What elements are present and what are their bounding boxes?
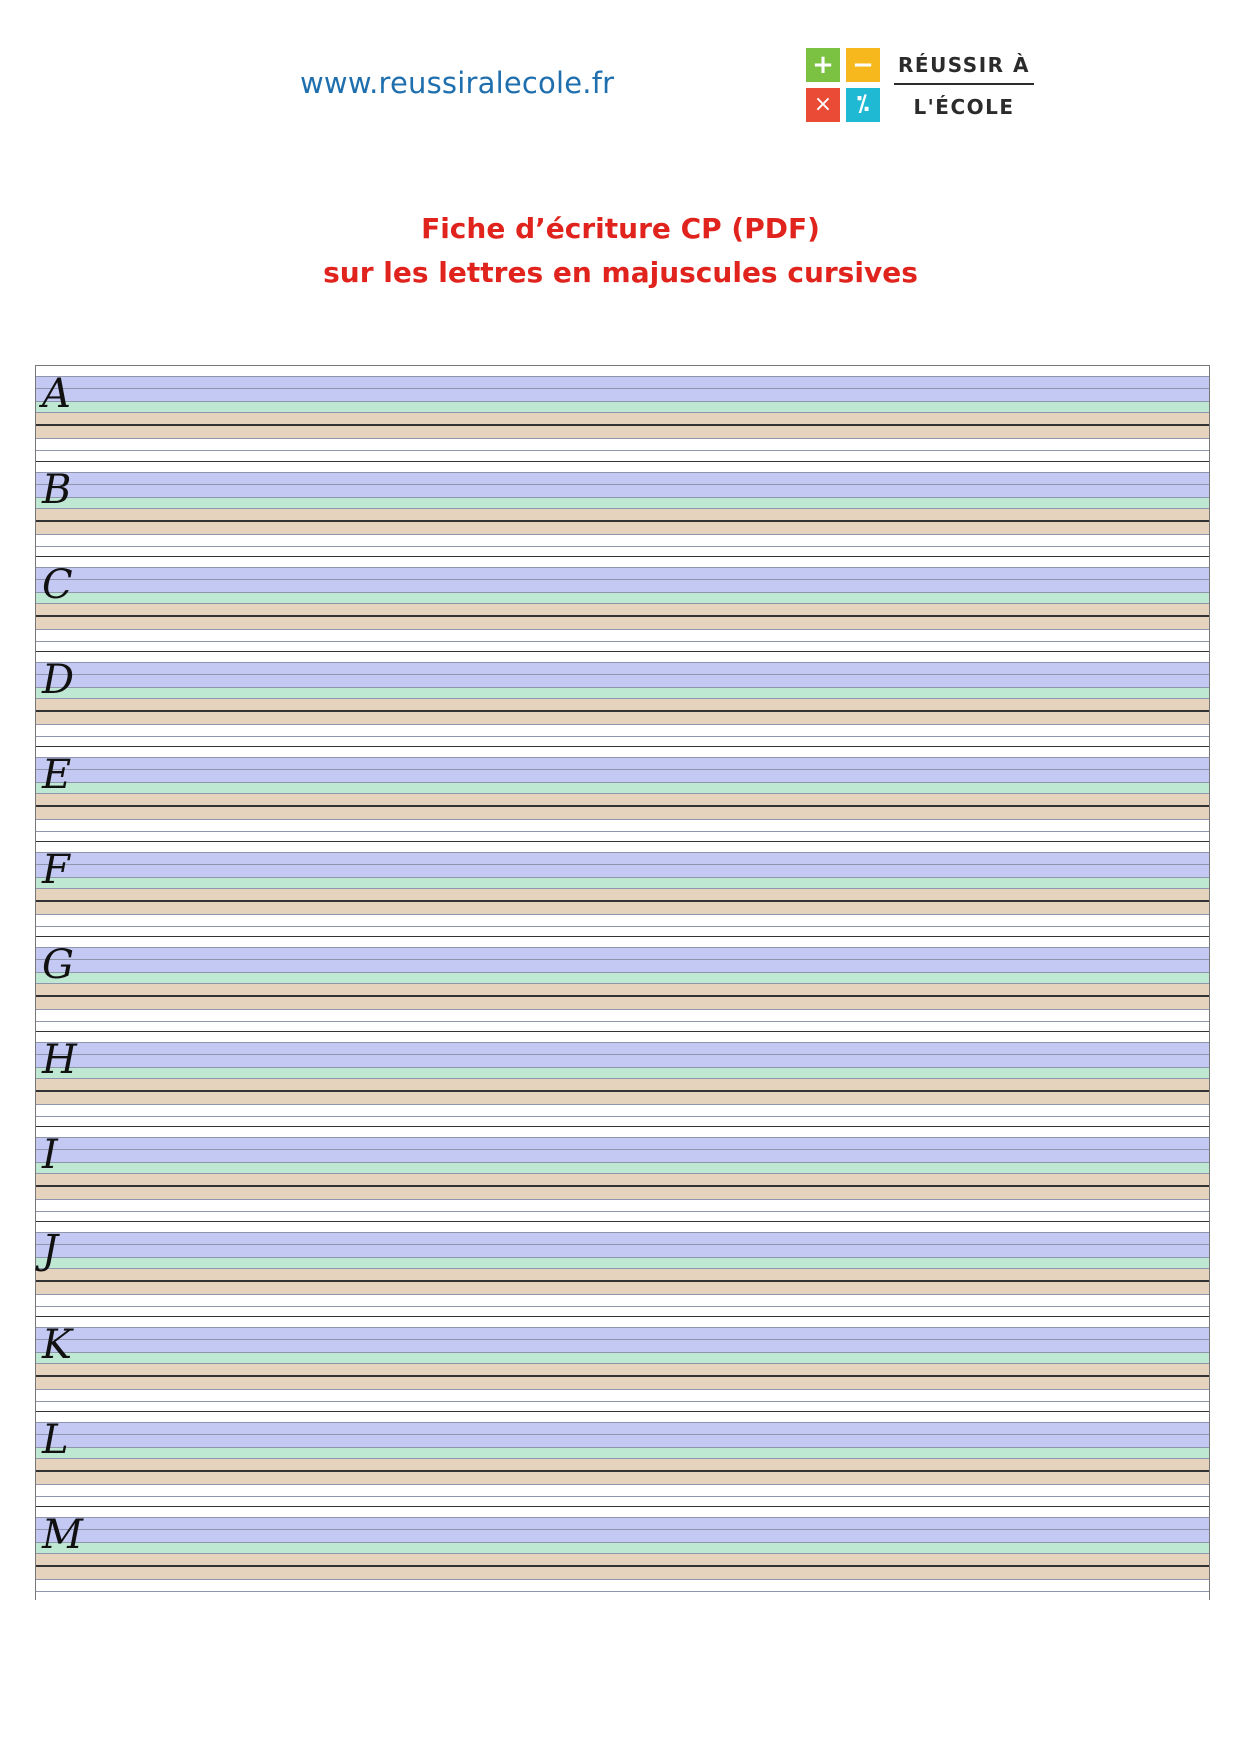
guide-line	[36, 1067, 1209, 1068]
baseline	[36, 710, 1209, 712]
guide-line	[36, 1173, 1209, 1174]
guide-line	[36, 592, 1209, 593]
baseline	[36, 1280, 1209, 1282]
guide-line	[36, 484, 1209, 485]
writing-row	[36, 1316, 1209, 1411]
writing-row	[36, 1411, 1209, 1506]
model-letter: C	[42, 562, 73, 608]
model-letter: M	[42, 1512, 83, 1558]
model-letter: I	[42, 1132, 58, 1178]
guide-line	[36, 852, 1209, 853]
guide-line	[36, 1529, 1209, 1530]
guide-line	[36, 1553, 1209, 1554]
baseline	[36, 1470, 1209, 1472]
baseline	[36, 1185, 1209, 1187]
brand-name-bottom: L'ÉCOLE	[913, 95, 1015, 119]
guide-line	[36, 438, 1209, 439]
divide-icon: ⁒	[846, 88, 880, 122]
guide-line	[36, 1211, 1209, 1212]
guide-line	[36, 782, 1209, 783]
guide-line	[36, 1579, 1209, 1580]
brand-logo	[806, 48, 1031, 120]
guide-line	[36, 1078, 1209, 1079]
times-icon: ×	[806, 88, 840, 122]
guide-line	[36, 603, 1209, 604]
guide-line	[36, 1268, 1209, 1269]
guide-line	[36, 698, 1209, 699]
model-letter: A	[42, 371, 71, 417]
baseline	[36, 1375, 1209, 1377]
baseline	[36, 424, 1209, 426]
guide-line	[36, 1042, 1209, 1043]
model-letter: B	[42, 467, 72, 513]
guide-line	[36, 1306, 1209, 1307]
brand-divider	[894, 83, 1034, 85]
brand-name-top: RÉUSSIR À	[898, 53, 1030, 77]
guide-line	[36, 662, 1209, 663]
guide-line	[36, 1054, 1209, 1055]
guide-line	[36, 1104, 1209, 1105]
writing-row	[36, 1506, 1209, 1601]
writing-row	[36, 1126, 1209, 1221]
site-url: www.reussiralecole.fr	[300, 66, 615, 100]
guide-line	[36, 376, 1209, 377]
writing-row	[36, 1031, 1209, 1126]
guide-line	[36, 947, 1209, 948]
guide-line	[36, 687, 1209, 688]
guide-line	[36, 877, 1209, 878]
guide-line	[36, 769, 1209, 770]
guide-line	[36, 412, 1209, 413]
guide-line	[36, 864, 1209, 865]
guide-line	[36, 508, 1209, 509]
guide-line	[36, 757, 1209, 758]
guide-line	[36, 1294, 1209, 1295]
guide-line	[36, 472, 1209, 473]
guide-line	[36, 831, 1209, 832]
guide-line	[36, 1232, 1209, 1233]
guide-line	[36, 1447, 1209, 1448]
writing-row	[36, 1221, 1209, 1316]
guide-line	[36, 1199, 1209, 1200]
baseline	[36, 1565, 1209, 1567]
guide-line	[36, 567, 1209, 568]
model-letter: F	[42, 847, 70, 893]
writing-row	[36, 936, 1209, 1031]
writing-row	[36, 556, 1209, 651]
guide-line	[36, 641, 1209, 642]
model-letter: E	[42, 752, 72, 798]
baseline	[36, 1090, 1209, 1092]
writing-row	[36, 461, 1209, 556]
guide-line	[36, 972, 1209, 973]
guide-line	[36, 1401, 1209, 1402]
guide-line	[36, 1339, 1209, 1340]
guide-line	[36, 724, 1209, 725]
guide-line	[36, 401, 1209, 402]
guide-line	[36, 1257, 1209, 1258]
guide-line	[36, 674, 1209, 675]
guide-line	[36, 1458, 1209, 1459]
guide-line	[36, 1244, 1209, 1245]
guide-line	[36, 1434, 1209, 1435]
plus-icon: +	[806, 48, 840, 82]
guide-line	[36, 1021, 1209, 1022]
model-letter: J	[42, 1227, 59, 1273]
guide-line	[36, 959, 1209, 960]
guide-line	[36, 1496, 1209, 1497]
guide-line	[36, 629, 1209, 630]
guide-line	[36, 1389, 1209, 1390]
baseline	[36, 520, 1209, 522]
guide-line	[36, 983, 1209, 984]
page-subtitle: sur les lettres en majuscules cursives	[323, 256, 918, 289]
model-letter: K	[42, 1322, 72, 1368]
baseline	[36, 615, 1209, 617]
guide-line	[36, 793, 1209, 794]
writing-row	[36, 841, 1209, 936]
guide-line	[36, 1484, 1209, 1485]
guide-line	[36, 736, 1209, 737]
guide-line	[36, 534, 1209, 535]
baseline	[36, 900, 1209, 902]
guide-line	[36, 1352, 1209, 1353]
writing-row	[36, 366, 1209, 461]
page-title: Fiche d’écriture CP (PDF)	[421, 212, 820, 245]
model-letter: L	[42, 1417, 69, 1463]
guide-line	[36, 1422, 1209, 1423]
guide-line	[36, 1363, 1209, 1364]
guide-line	[36, 1517, 1209, 1518]
guide-line	[36, 914, 1209, 915]
guide-line	[36, 1137, 1209, 1138]
guide-line	[36, 388, 1209, 389]
guide-line	[36, 926, 1209, 927]
writing-row	[36, 651, 1209, 746]
guide-line	[36, 1149, 1209, 1150]
guide-line	[36, 1542, 1209, 1543]
writing-worksheet	[35, 365, 1210, 1600]
guide-line	[36, 819, 1209, 820]
writing-row	[36, 746, 1209, 841]
baseline	[36, 995, 1209, 997]
guide-line	[36, 1009, 1209, 1010]
guide-line	[36, 497, 1209, 498]
guide-line	[36, 450, 1209, 451]
guide-line	[36, 579, 1209, 580]
guide-line	[36, 1327, 1209, 1328]
guide-line	[36, 888, 1209, 889]
guide-line	[36, 1591, 1209, 1592]
guide-line	[36, 1116, 1209, 1117]
guide-line	[36, 1162, 1209, 1163]
guide-line	[36, 546, 1209, 547]
model-letter: D	[42, 657, 75, 703]
baseline	[36, 805, 1209, 807]
model-letter: G	[42, 942, 74, 988]
model-letter: H	[42, 1037, 77, 1083]
minus-icon: −	[846, 48, 880, 82]
